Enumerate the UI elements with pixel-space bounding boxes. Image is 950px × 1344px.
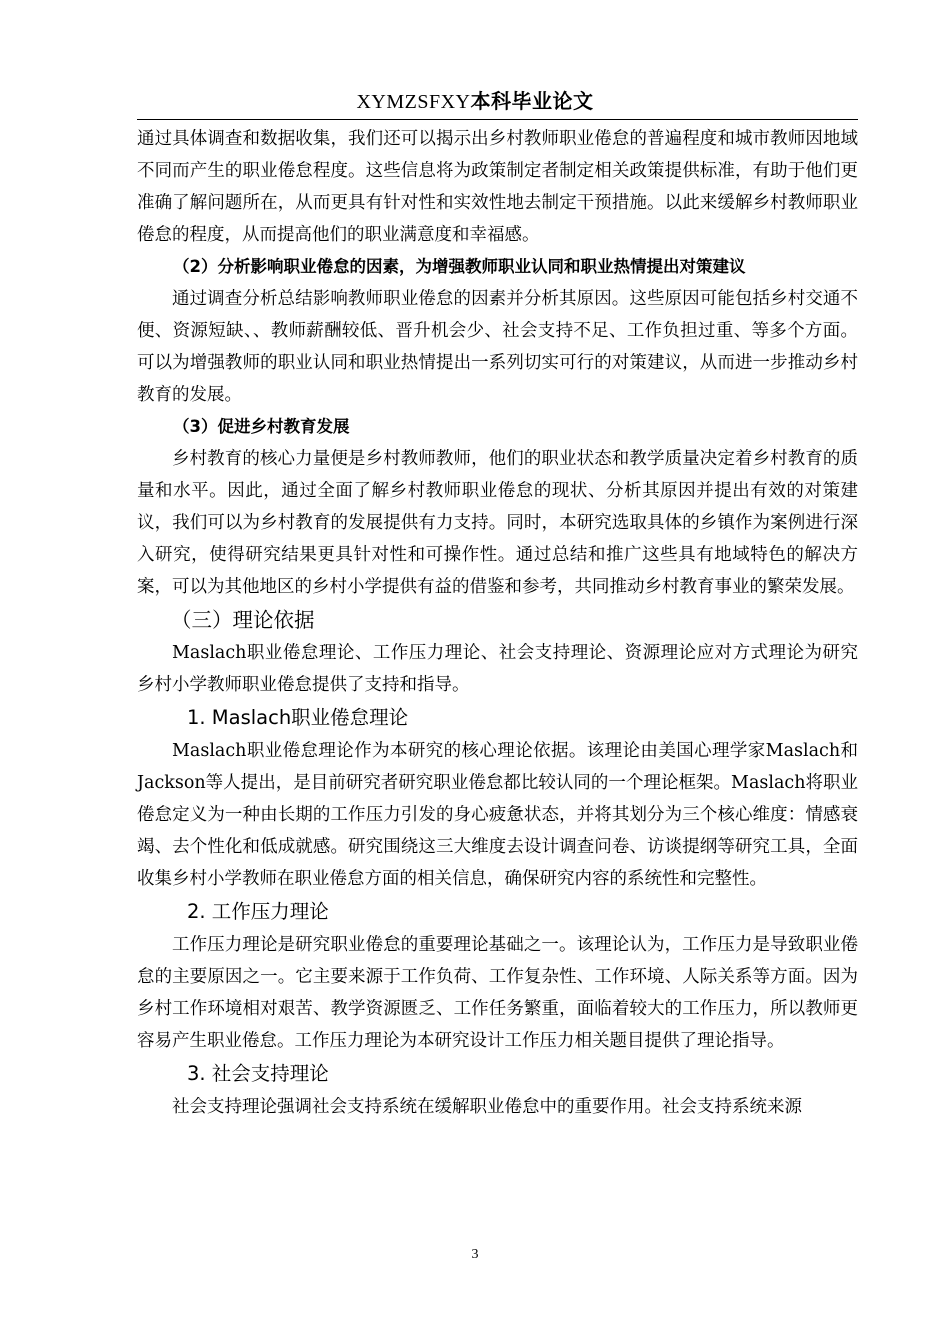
paragraph: Maslach职业倦怠理论作为本研究的核心理论依据。该理论由美国心理学家Maslach和Jackson等人提出，是目前研究者研究职业倦怠都比较认同的一个理论框架。Maslach将职业倦怠定义为一种由长期的工作压力引发的身心疲惫状态，并将其划分为三个核心维度：情感衰竭、去个性化和低成就感。研究围绕这三大维度去设计调查问卷、访谈提纲等研究工具，全面收集乡村小学教师在职业倦怠方面的相关信息，确保研究内容的系统性和完整性。 (137, 741, 858, 889)
header-rule (137, 119, 858, 120)
subheading-factors: （2）分析影响职业倦怠的因素，为增强教师职业认同和职业热情提出对策建议 (173, 257, 746, 276)
header-label: 本科毕业论文 (470, 89, 594, 113)
heading-work-stress-theory: 2. 工作压力理论 (187, 900, 329, 923)
section-heading-theory: （三）理论依据 (171, 608, 315, 632)
page-header (0, 88, 950, 115)
heading-social-support-theory: 3. 社会支持理论 (187, 1062, 329, 1085)
paragraph: 通过调查分析总结影响教师职业倦怠的因素并分析其原因。这些原因可能包括乡村交通不便、资源短缺、、教师薪酬较低、晋升机会少、社会支持不足、工作负担过重、等多个方面。可以为增强教师的职业认同和职业热情提出一系列切实可行的对策建议，从而进一步推动乡村教育的发展。 (137, 289, 858, 405)
header-code: XYMZSFXY (356, 91, 471, 113)
page-number: 3 (471, 1247, 479, 1262)
subheading-rural-education: （3）促进乡村教育发展 (173, 417, 350, 436)
paragraph: 工作压力理论是研究职业倦怠的重要理论基础之一。该理论认为，工作压力是导致职业倦怠的主要原因之一。它主要来源于工作负荷、工作复杂性、工作环境、人际关系等方面。因为乡村工作环境相对艰苦、教学资源匮乏、工作任务繁重，面临着较大的工作压力，所以教师更容易产生职业倦怠。工作压力理论为本研究设计工作压力相关题目提供了理论指导。 (137, 935, 858, 1051)
paragraph: Maslach职业倦怠理论、工作压力理论、社会支持理论、资源理论应对方式理论为研究乡村小学教师职业倦怠提供了支持和指导。 (137, 643, 858, 695)
page-body (137, 123, 858, 1123)
paragraph: 乡村教育的核心力量便是乡村教师教师，他们的职业状态和教学质量决定着乡村教育的质量和水平。因此，通过全面了解乡村教师职业倦怠的现状、分析其原因并提出有效的对策建议，我们可以为乡村教育的发展提供有力支持。同时，本研究选取具体的乡镇作为案例进行深入研究，使得研究结果更具针对性和可操作性。通过总结和推广这些具有地域特色的解决方案，可以为其他地区的乡村小学提供有益的借鉴和参考，共同推动乡村教育事业的繁荣发展。 (137, 449, 858, 597)
paragraph: 通过具体调查和数据收集，我们还可以揭示出乡村教师职业倦怠的普遍程度和城市教师因地域不同而产生的职业倦怠程度。这些信息将为政策制定者制定相关政策提供标准，有助于他们更准确了解问题所在，从而更具有针对性和实效性地去制定干预措施。以此来缓解乡村教师职业倦怠的程度，从而提高他们的职业满意度和幸福感。 (137, 129, 858, 245)
heading-maslach-theory: 1. Maslach职业倦怠理论 (187, 706, 409, 729)
paragraph: 社会支持理论强调社会支持系统在缓解职业倦怠中的重要作用。社会支持系统来源 (172, 1097, 802, 1117)
